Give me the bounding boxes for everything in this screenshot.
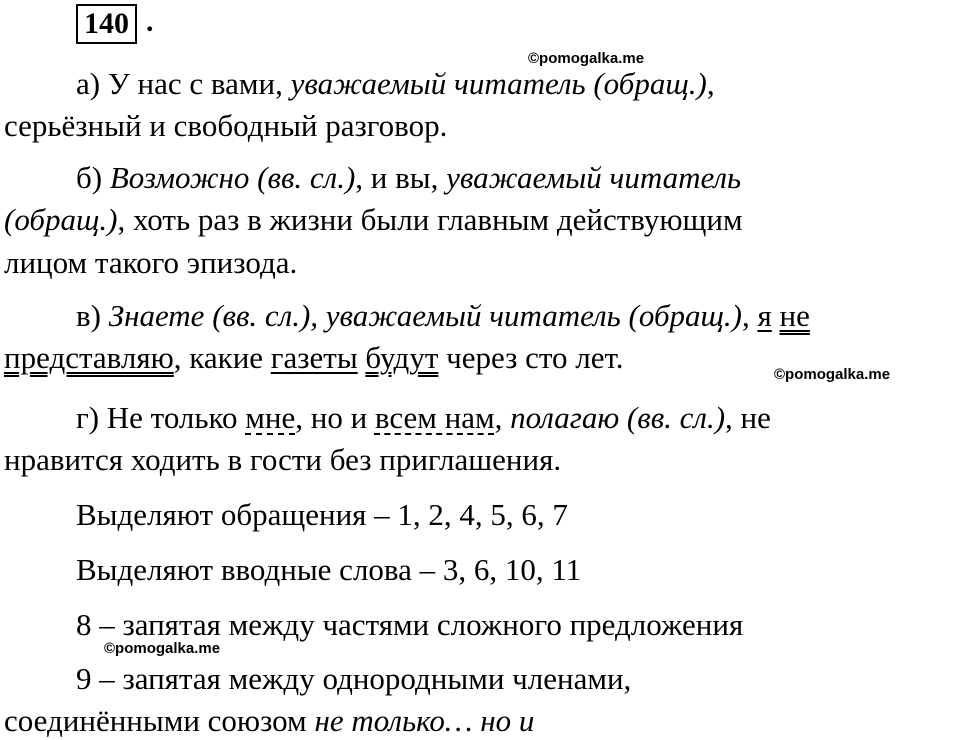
- para-v-line-2: представляю, какие газеты будут через сто лет.: [4, 340, 624, 375]
- para-b-line-1: б) Возможно (вв. сл.), и вы, уважаемый читатель: [76, 160, 742, 195]
- object-word: мне: [245, 400, 296, 435]
- answer-address: Выделяют обращения – 1, 2, 4, 5, 6, 7: [76, 497, 568, 532]
- para-g-line-1: г) Не только мне, но и всем нам, полагаю (вв. сл.), не: [76, 400, 771, 435]
- para-v-line-1: в) Знаете (вв. сл.), уважаемый читатель (обращ.), я не: [76, 298, 810, 333]
- predicate-word: не: [779, 298, 810, 333]
- watermark: ©pomogalka.me: [528, 50, 645, 67]
- answer-comma-8: 8 – запятая между частями сложного предложения: [76, 607, 744, 642]
- exercise-number-dot: .: [146, 5, 154, 38]
- object-word: всем нам: [374, 400, 495, 435]
- para-a-line-1: а) У нас с вами, уважаемый читатель (обращ.),: [76, 66, 715, 101]
- watermark: ©pomogalka.me: [104, 640, 221, 657]
- para-b-line-3: лицом такого эпизода.: [4, 245, 298, 280]
- predicate-word: представляю: [4, 340, 174, 375]
- subject-word: я: [757, 298, 772, 333]
- para-a-line-2: серьёзный и свободный разговор.: [4, 108, 448, 143]
- subject-word: газеты: [270, 340, 358, 375]
- para-g-line-2: нравится ходить в гости без приглашения.: [4, 442, 562, 477]
- para-b-line-2: (обращ.), хоть раз в жизни были главным действующим: [4, 202, 743, 237]
- answer-comma-9: 9 – запятая между однородными членами,: [76, 661, 632, 696]
- answer-comma-9-cont: соединёнными союзом не только… но и: [4, 703, 535, 738]
- predicate-word: будут: [365, 340, 439, 375]
- watermark: ©pomogalka.me: [774, 366, 891, 383]
- exercise-number-box: 140: [76, 4, 137, 44]
- answer-intro-words: Выделяют вводные слова – 3, 6, 10, 11: [76, 552, 582, 587]
